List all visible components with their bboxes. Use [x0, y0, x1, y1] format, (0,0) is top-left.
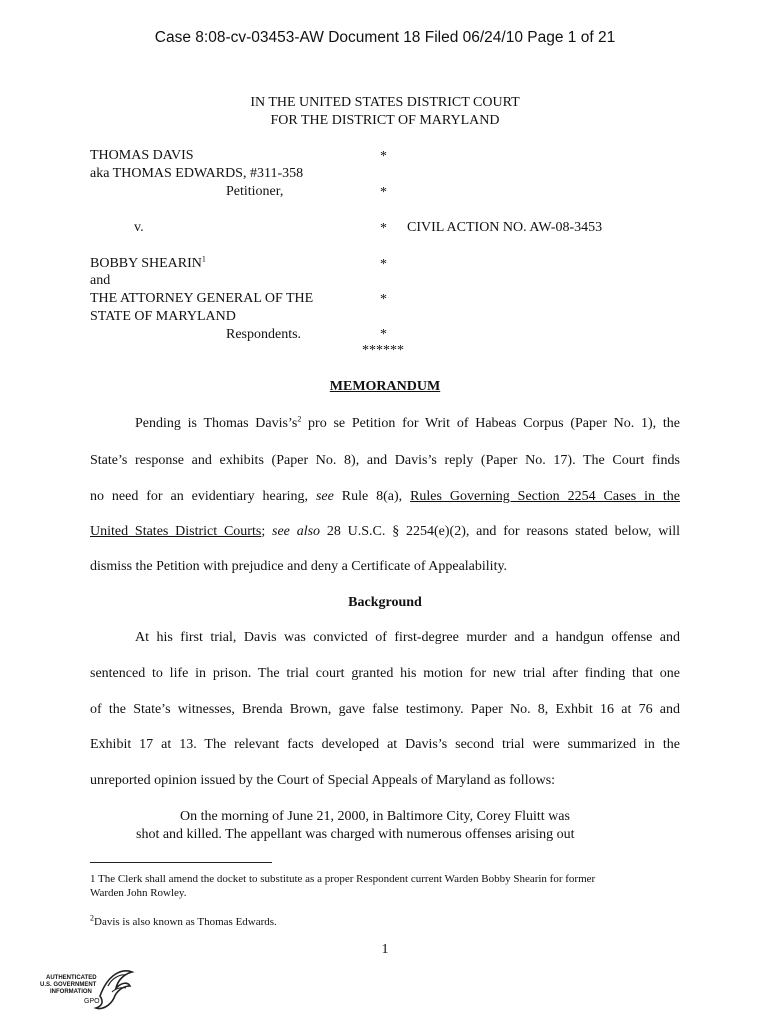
- memorandum-title: MEMORANDUM: [329, 379, 441, 394]
- footnote-2: $^2$Davis is also known as Thomas Edwards.: [90, 913, 277, 928]
- footnote-1-line-1: 1 The Clerk shall amend the docket to substitute as a proper Respondent current Warden Bobby Shearin for former: [90, 873, 596, 885]
- caption-star: *: [380, 185, 387, 200]
- respondent-role: Respondents.: [226, 327, 302, 342]
- caption-star: *: [380, 327, 387, 342]
- petitioner-name: THOMAS DAVIS: [90, 148, 194, 163]
- paragraph-2-line-4: Exhibit 17 at 13. The relevant facts developed at Davis’s second trial were summarized in the: [90, 737, 680, 752]
- block-quote-line-1: On the morning of June 21, 2000, in Baltimore City, Corey Fluitt was: [180, 809, 570, 824]
- paragraph-2-line-5: unreported opinion issued by the Court of Special Appeals of Maryland as follows:: [90, 773, 556, 788]
- footnote-ref-1: 1: [201, 254, 206, 264]
- caption-star: *: [380, 292, 387, 307]
- caption-star: *: [380, 221, 387, 236]
- court-name-line1: IN THE UNITED STATES DISTRICT COURT: [250, 95, 520, 110]
- civil-action-number: CIVIL ACTION NO. AW-08-3453: [407, 220, 603, 235]
- caption-stars-end: ******: [362, 343, 404, 358]
- paragraph-2-line-3: of the State’s witnesses, Brenda Brown, gave false testimony. Paper No. 8, Exhbit 16 at 76 and: [90, 702, 680, 717]
- paragraph-1-line-3: no need for an evidentiary hearing, see Rule 8(a), Rules Governing Section 2254 Cases in the: [90, 489, 681, 504]
- respondent-1: BOBBY SHEARIN$^1$: [90, 254, 206, 271]
- caption-and: and: [90, 273, 111, 288]
- footnote-divider: [90, 862, 272, 863]
- page-number: 1: [381, 942, 389, 957]
- court-name-line2: FOR THE DISTRICT OF MARYLAND: [270, 113, 500, 128]
- paragraph-2-line-1: At his first trial, Davis was convicted of first-degree murder and a handgun offense and: [135, 630, 680, 645]
- respondent-2-line2: STATE OF MARYLAND: [90, 309, 236, 324]
- block-quote-line-2: shot and killed. The appellant was charged with numerous offenses arising out: [136, 827, 575, 842]
- paragraph-1-line-1: Pending is Thomas $Davis’s^2$ pro se Petition for Writ of Habeas Corpus (Paper No. 1), the: [135, 414, 680, 431]
- background-heading: Background: [348, 595, 422, 610]
- footnote-ref-2: 2: [297, 414, 302, 424]
- paragraph-1-line-5: dismiss the Petition with prejudice and deny a Certificate of Appealability.: [90, 559, 508, 574]
- caption-star: *: [380, 257, 387, 272]
- footnote-1-line-2: Warden John Rowley.: [90, 887, 187, 899]
- paragraph-1-line-2: State’s response and exhibits (Paper No. 8), and Davis’s reply (Paper No. 17). The Court finds: [90, 453, 680, 468]
- paragraph-2-line-2: sentenced to life in prison. The trial court granted his motion for new trial after finding that one: [90, 666, 680, 681]
- respondent-2-line1: THE ATTORNEY GENERAL OF THE: [90, 291, 314, 306]
- petitioner-role: Petitioner,: [226, 184, 284, 199]
- case-header: Case 8:08-cv-03453-AW Document 18 Filed 06/24/10 Page 1 of 21: [154, 29, 616, 46]
- paragraph-1-line-4: United States District Courts; see also 28 U.S.C. § 2254(e)(2), and for reasons stated below, will: [90, 524, 680, 539]
- gpo-authentication-logo: AUTHENTICATED U.S. GOVERNMENT INFORMATION GPO: [38, 966, 138, 1012]
- petitioner-aka: aka THOMAS EDWARDS, #311-358: [90, 166, 304, 181]
- citation-rules-governing: Rules Governing Section 2254 Cases in the: [410, 489, 681, 504]
- caption-star: *: [380, 149, 387, 164]
- citation-district-courts: United States District Courts: [90, 524, 262, 539]
- footnote-2-number: 2: [90, 913, 94, 923]
- versus: v.: [134, 220, 144, 235]
